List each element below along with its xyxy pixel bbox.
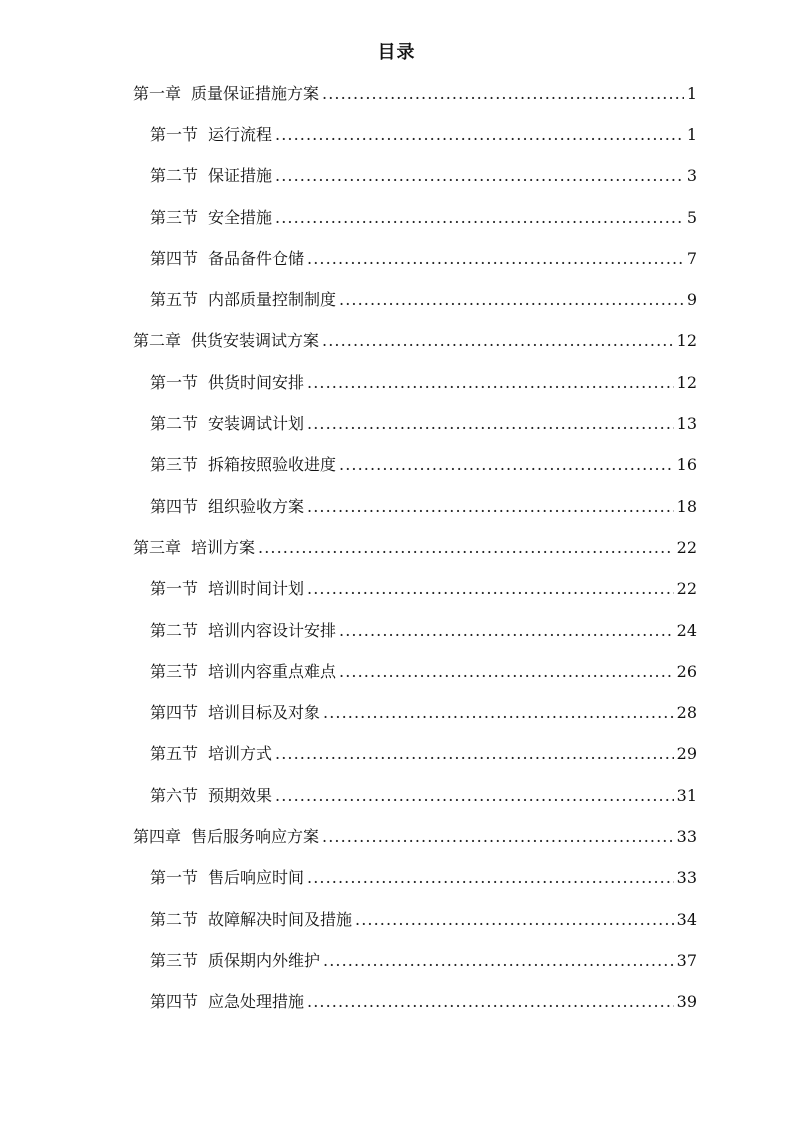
toc-page-number: 12 — [676, 331, 697, 351]
dot-leader — [339, 455, 674, 475]
toc-entry-label: 培训内容设计安排 — [208, 620, 337, 640]
toc-section[interactable] — [0, 362, 793, 403]
toc-entry-number: 第二节 — [150, 166, 199, 186]
dot-leader — [307, 373, 674, 393]
toc-section[interactable] — [0, 610, 793, 651]
toc-page-number: 33 — [676, 868, 697, 888]
toc-page-number: 12 — [676, 372, 697, 392]
toc-entry-text — [150, 249, 304, 269]
toc-entry-text — [150, 125, 272, 145]
toc-entry-number: 第五节 — [150, 744, 199, 764]
dot-leader — [275, 744, 674, 764]
toc-section[interactable] — [0, 403, 793, 444]
toc-section[interactable] — [0, 569, 793, 610]
toc-page-number: 24 — [676, 620, 697, 640]
toc-entry-text — [150, 208, 272, 228]
toc-entry-text — [150, 290, 336, 310]
toc-section[interactable] — [0, 692, 793, 733]
toc-entry-text — [150, 703, 320, 723]
toc-entry-number: 第四节 — [150, 703, 199, 723]
dot-leader — [339, 621, 674, 641]
toc-entry-label: 售后服务响应方案 — [191, 826, 320, 846]
toc-entry-number: 第一节 — [150, 124, 199, 144]
toc-entry-text — [133, 84, 319, 104]
dot-leader — [258, 538, 674, 558]
toc-entry-number: 第三节 — [150, 950, 199, 970]
toc-entry-label: 培训方式 — [208, 744, 273, 764]
toc-entry-label: 安装调试计划 — [208, 414, 305, 434]
toc-entry-number: 第一节 — [150, 868, 199, 888]
toc-entry-label: 故障解决时间及措施 — [208, 909, 353, 929]
dot-leader — [275, 166, 684, 186]
toc-section[interactable] — [0, 156, 793, 197]
toc-entry-text — [150, 414, 304, 434]
toc-section[interactable] — [0, 651, 793, 692]
toc-page-number: 7 — [686, 248, 697, 268]
dot-leader — [323, 703, 674, 723]
toc-entry-text — [150, 621, 336, 641]
toc-section[interactable] — [0, 486, 793, 527]
toc-entry-number: 第一章 — [133, 83, 182, 103]
dot-leader — [307, 249, 684, 269]
toc-entry-text — [150, 662, 336, 682]
dot-leader — [322, 331, 674, 351]
toc-entry-label: 培训时间计划 — [208, 579, 305, 599]
toc-entry-label: 售后响应时间 — [208, 868, 305, 888]
dot-leader — [307, 579, 674, 599]
toc-entry-number: 第二章 — [133, 331, 182, 351]
toc-entry-number: 第六节 — [150, 785, 199, 805]
toc-entry-label: 组织验收方案 — [208, 496, 305, 516]
toc-section[interactable] — [0, 899, 793, 940]
toc-entry-number: 第四节 — [150, 992, 199, 1012]
dot-leader — [307, 868, 674, 888]
toc-entry-text — [150, 992, 304, 1012]
toc-page-number: 34 — [676, 909, 697, 929]
toc-entry-text — [150, 579, 304, 599]
toc-entry-label: 内部质量控制制度 — [208, 290, 337, 310]
toc-entry-text — [150, 455, 336, 475]
toc-entry-number: 第四节 — [150, 496, 199, 516]
toc-section[interactable] — [0, 734, 793, 775]
toc-section[interactable] — [0, 775, 793, 816]
dot-leader — [355, 910, 674, 930]
toc-page-number: 37 — [676, 950, 697, 970]
dot-leader — [322, 827, 674, 847]
toc-entry-number: 第一节 — [150, 372, 199, 392]
toc-entry-text — [150, 744, 272, 764]
toc-section[interactable] — [0, 940, 793, 981]
toc-section[interactable] — [0, 238, 793, 279]
dot-leader — [275, 208, 684, 228]
toc-entry-label: 安全措施 — [208, 207, 273, 227]
toc-entry-label: 质保期内外维护 — [208, 950, 321, 970]
toc-entry-text — [150, 166, 272, 186]
toc-page-number: 9 — [686, 290, 697, 310]
toc-chapter-3[interactable] — [0, 527, 793, 568]
toc-entry-label: 拆箱按照验收进度 — [208, 455, 337, 475]
toc-page-number: 22 — [676, 537, 697, 557]
dot-leader — [275, 786, 674, 806]
dot-leader — [322, 84, 684, 104]
toc-entry-label: 供货安装调试方案 — [191, 331, 320, 351]
dot-leader — [307, 414, 674, 434]
toc-entry-text — [133, 331, 319, 351]
toc-list — [0, 73, 793, 1023]
toc-chapter-4[interactable] — [0, 816, 793, 857]
toc-entry-number: 第三章 — [133, 537, 182, 557]
toc-page-number: 18 — [676, 496, 697, 516]
toc-page-number: 29 — [676, 744, 697, 764]
toc-entry-text — [150, 786, 272, 806]
toc-entry-number: 第三节 — [150, 661, 199, 681]
toc-page-number: 39 — [676, 992, 697, 1012]
toc-entry-label: 保证措施 — [208, 166, 273, 186]
toc-entry-text — [150, 868, 304, 888]
dot-leader — [275, 125, 684, 145]
toc-chapter-1[interactable] — [0, 73, 793, 114]
toc-page-number: 13 — [676, 414, 697, 434]
toc-title: 目录 — [377, 42, 416, 63]
toc-entry-text — [150, 497, 304, 517]
toc-entry-text — [150, 373, 304, 393]
toc-entry-text — [133, 827, 319, 847]
toc-section[interactable] — [0, 279, 793, 320]
toc-page-number: 22 — [676, 579, 697, 599]
toc-page-number: 16 — [676, 455, 697, 475]
toc-entry-label: 应急处理措施 — [208, 992, 305, 1012]
dot-leader — [323, 951, 674, 971]
toc-entry-label: 质量保证措施方案 — [191, 83, 320, 103]
dot-leader — [307, 992, 674, 1012]
toc-section[interactable] — [0, 982, 793, 1023]
toc-entry-label: 预期效果 — [208, 785, 273, 805]
toc-entry-number: 第二节 — [150, 414, 199, 434]
toc-entry-text — [133, 538, 255, 558]
toc-entry-number: 第四章 — [133, 826, 182, 846]
toc-page-number: 3 — [686, 166, 697, 186]
dot-leader — [339, 662, 674, 682]
toc-page-number: 1 — [686, 83, 697, 103]
toc-page-number: 26 — [676, 661, 697, 681]
toc-page-number: 5 — [686, 207, 697, 227]
toc-entry-number: 第二节 — [150, 620, 199, 640]
toc-chapter-2[interactable] — [0, 321, 793, 362]
toc-entry-text — [150, 951, 320, 971]
toc-entry-number: 第四节 — [150, 248, 199, 268]
toc-entry-label: 培训内容重点难点 — [208, 661, 337, 681]
toc-entry-label: 培训方案 — [191, 537, 256, 557]
toc-section[interactable] — [0, 445, 793, 486]
toc-section[interactable] — [0, 858, 793, 899]
toc-entry-label: 运行流程 — [208, 124, 273, 144]
toc-page-number: 31 — [676, 785, 697, 805]
toc-section[interactable] — [0, 114, 793, 155]
toc-entry-number: 第三节 — [150, 207, 199, 227]
toc-page-number: 1 — [686, 124, 697, 144]
toc-entry-number: 第五节 — [150, 290, 199, 310]
toc-page-number: 28 — [676, 703, 697, 723]
dot-leader — [339, 290, 684, 310]
toc-entry-label: 备品备件仓储 — [208, 248, 305, 268]
toc-entry-label: 供货时间安排 — [208, 372, 305, 392]
toc-entry-number: 第二节 — [150, 909, 199, 929]
toc-entry-label: 培训目标及对象 — [208, 703, 321, 723]
toc-page-number: 33 — [676, 826, 697, 846]
toc-entry-number: 第一节 — [150, 579, 199, 599]
toc-entry-text — [150, 910, 352, 930]
dot-leader — [307, 497, 674, 517]
toc-entry-number: 第三节 — [150, 455, 199, 475]
toc-section[interactable] — [0, 197, 793, 238]
